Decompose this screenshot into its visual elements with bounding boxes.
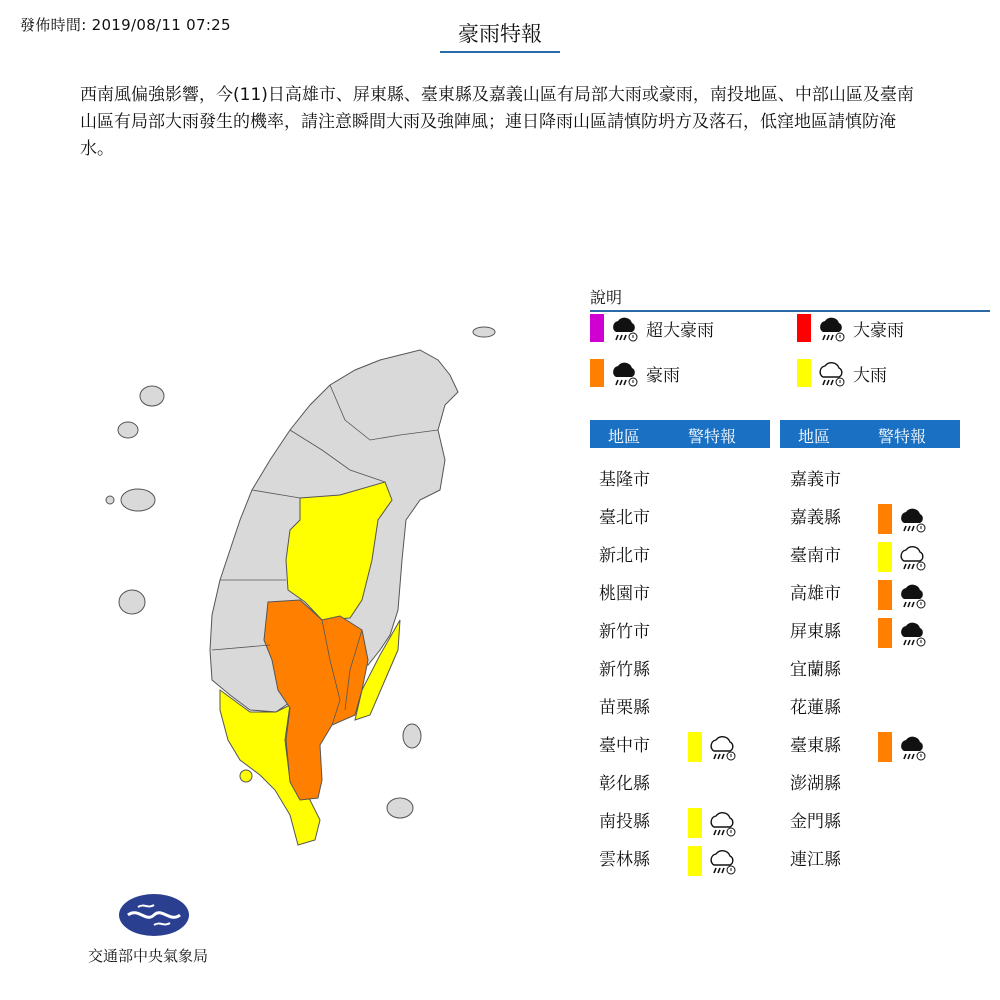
heavy-rain-cloud-icon	[896, 731, 928, 763]
col-warning-header: 警特報	[688, 427, 737, 446]
agency-name: 交通部中央氣象局	[88, 947, 209, 965]
table-row-region: 屏東縣	[790, 622, 841, 642]
legend-swatch	[797, 359, 811, 387]
table-row-region: 連江縣	[790, 850, 841, 870]
taiwan-warning-map	[100, 320, 520, 860]
table-row-region: 桃園市	[599, 584, 650, 604]
legend-item-torrential	[590, 359, 680, 387]
rain-cloud-outline-icon	[815, 357, 847, 389]
warning-indicator-torrential	[878, 579, 928, 611]
rain-cloud-outline-icon	[706, 807, 738, 839]
legend-item-heavy	[797, 359, 887, 387]
publish-time: 發佈時間: 2019/08/11 07:25	[20, 16, 231, 34]
legend-label: 大雨	[853, 365, 887, 386]
heavy-rain-cloud-icon	[608, 312, 640, 344]
table-row-region: 新竹市	[599, 622, 650, 642]
table-row-region: 嘉義市	[790, 470, 841, 490]
rain-cloud-outline-icon	[896, 541, 928, 573]
map-island-penghu-a	[140, 386, 164, 406]
map-island-kinmen	[121, 489, 155, 511]
map-island-matsu	[119, 590, 145, 614]
map-island-penghu-b	[118, 422, 138, 438]
legend-item-extreme-torrential	[590, 314, 714, 342]
table-row-region: 臺中市	[599, 736, 650, 756]
table-row-region: 雲林縣	[599, 850, 650, 870]
table-row-region: 新北市	[599, 546, 650, 566]
table-row-region: 嘉義縣	[790, 508, 841, 528]
table-header-right	[780, 420, 960, 448]
table-row-region: 臺北市	[599, 508, 650, 528]
map-island-orchid	[387, 798, 413, 818]
table-row-region: 南投縣	[599, 812, 650, 832]
table-row-region: 臺東縣	[790, 736, 841, 756]
warning-swatch	[688, 808, 702, 838]
warning-description: 西南風偏強影響，今(11)日高雄市、屏東縣、臺東縣及嘉義山區有局部大雨或豪雨，南投地區、中部山區及臺南山區有局部大雨發生的機率，請注意瞬間大雨及強陣風；連日降雨山區請慎防坍方及落石，低窪地區請慎防淹水。	[80, 85, 914, 159]
heavy-rain-cloud-icon	[815, 312, 847, 344]
table-row-region: 基隆市	[599, 470, 650, 490]
table-row-region: 新竹縣	[599, 660, 650, 680]
legend-label: 超大豪雨	[646, 320, 714, 341]
warning-swatch	[878, 504, 892, 534]
warning-swatch	[878, 618, 892, 648]
map-island-small-a	[106, 496, 114, 504]
table-row-region: 澎湖縣	[790, 774, 841, 794]
map-island-green	[403, 724, 421, 748]
table-row-region: 花蓮縣	[790, 698, 841, 718]
warning-swatch	[878, 732, 892, 762]
warning-indicator-torrential	[878, 731, 928, 763]
warning-swatch	[878, 542, 892, 572]
page-title: 豪雨特報	[440, 18, 560, 53]
warning-indicator-heavy	[688, 845, 738, 877]
legend-swatch	[797, 314, 811, 342]
col-warning-header: 警特報	[878, 427, 927, 446]
cwb-logo-icon	[118, 893, 190, 937]
legend-label: 豪雨	[646, 365, 680, 386]
warning-swatch	[688, 846, 702, 876]
warning-swatch	[688, 732, 702, 762]
legend-label: 大豪雨	[853, 320, 904, 341]
warning-indicator-torrential	[878, 503, 928, 535]
col-region-header: 地區	[608, 427, 641, 446]
legend-swatch	[590, 314, 604, 342]
warning-indicator-heavy	[688, 807, 738, 839]
legend-swatch	[590, 359, 604, 387]
table-row-region: 宜蘭縣	[790, 660, 841, 680]
warning-indicator-heavy	[688, 731, 738, 763]
table-row-region: 金門縣	[790, 812, 841, 832]
table-row-region: 臺南市	[790, 546, 841, 566]
heavy-rain-cloud-icon	[896, 579, 928, 611]
heavy-rain-cloud-icon	[896, 617, 928, 649]
map-island-liuqiu	[240, 770, 252, 782]
rain-cloud-outline-icon	[706, 731, 738, 763]
rain-cloud-outline-icon	[706, 845, 738, 877]
legend-heading: 說明	[590, 285, 990, 312]
heavy-rain-cloud-icon	[896, 503, 928, 535]
table-row-region: 高雄市	[790, 584, 841, 604]
table-header-left	[590, 420, 770, 448]
warning-indicator-heavy	[878, 541, 928, 573]
heavy-rain-cloud-icon	[608, 357, 640, 389]
warning-indicator-torrential	[878, 617, 928, 649]
table-row-region: 彰化縣	[599, 774, 650, 794]
legend-item-torrential-large	[797, 314, 904, 342]
table-row-region: 苗栗縣	[599, 698, 650, 718]
warning-swatch	[878, 580, 892, 610]
map-island-north	[473, 327, 495, 337]
col-region-header: 地區	[798, 427, 831, 446]
